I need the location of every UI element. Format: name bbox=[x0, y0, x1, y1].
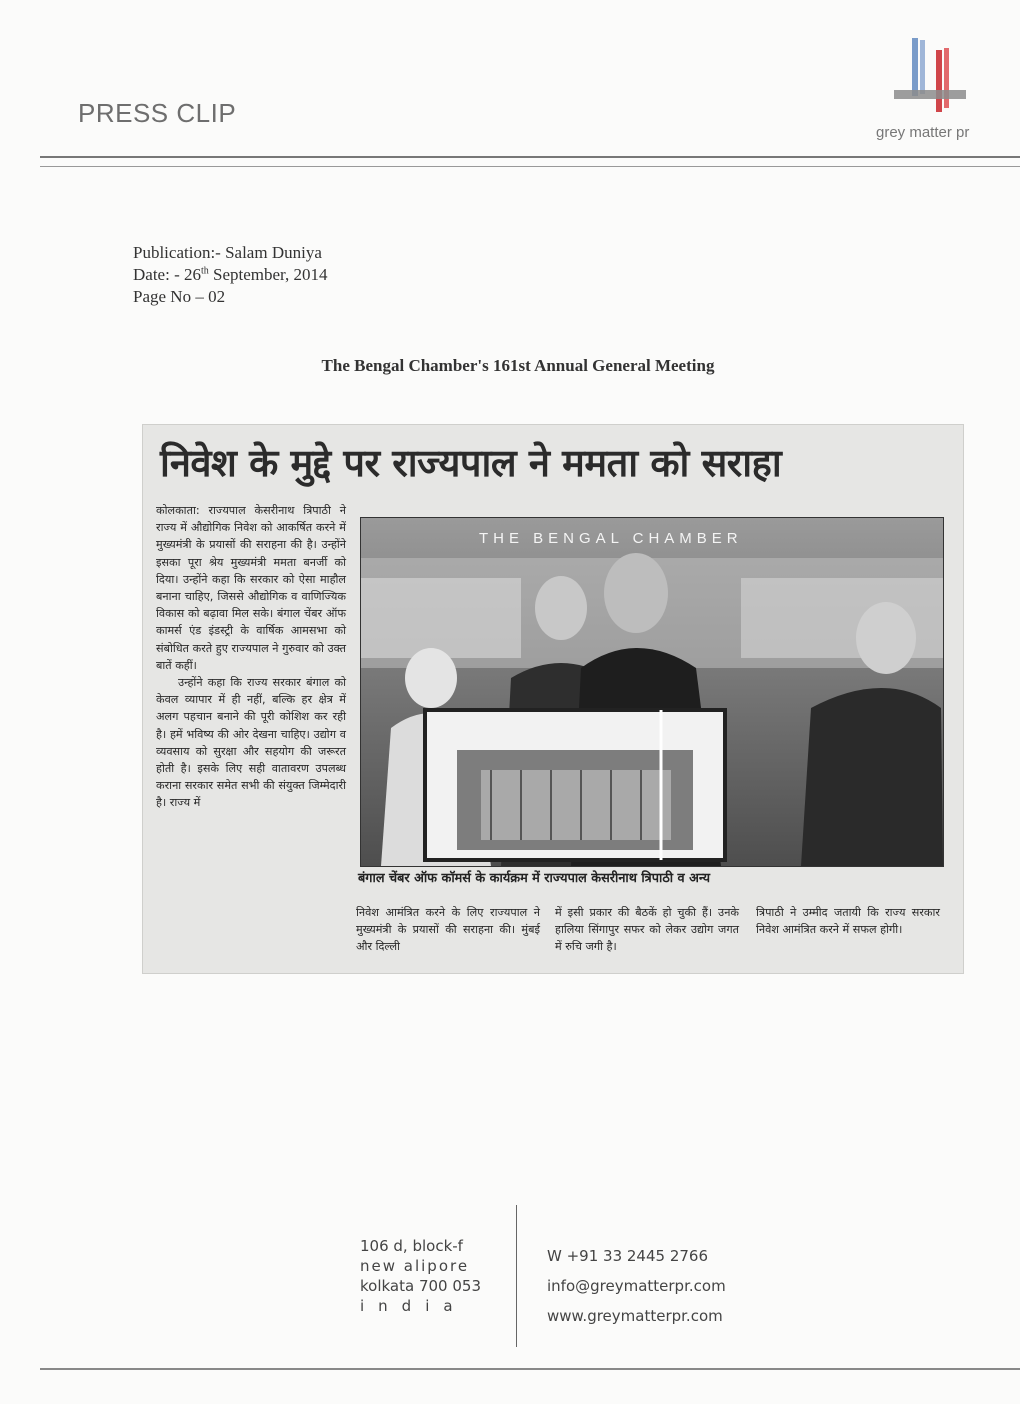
email-link[interactable]: info@greymatterpr.com bbox=[547, 1277, 726, 1295]
event-photo-image bbox=[361, 518, 943, 866]
page-number-line: Page No – 02 bbox=[133, 287, 226, 306]
address-line: india bbox=[360, 1297, 467, 1315]
press-clip-label: PRESS CLIP bbox=[78, 98, 237, 128]
address-line: new alipore bbox=[360, 1257, 470, 1275]
article-bottom-column: त्रिपाठी ने उम्मीद जतायी कि राज्य सरकार निवेश आमंत्रित करने में सफल होगी। bbox=[756, 906, 940, 936]
photo-caption: बंगाल चेंबर ऑफ कॉमर्स के कार्यक्रम में राज्यपाल केसरीनाथ त्रिपाठी व अन्य bbox=[358, 871, 711, 886]
article-paragraph: उन्होंने कहा कि राज्य सरकार बंगाल को केवल व्यापार में ही नहीं, बल्कि हर क्षेत्र में अलग पहचान बनाने की पूरी कोशिश कर रही है। हमें भविष्य की ओर देखना चाहिए। उद्योग व व्यवसाय को सुरक्षा और सहयोग की जरूरत होती है। इसके लिए सही वातावरण उपलब्ध कराना सरकार समेत सभी की संयुक्त जिम्मेदारी है। राज्य में bbox=[156, 676, 346, 810]
website-link[interactable]: www.greymatterpr.com bbox=[547, 1307, 723, 1325]
article-left-column bbox=[156, 502, 346, 812]
article-paragraph: कोलकाता: राज्यपाल केसरीनाथ त्रिपाठी ने राज्य में औद्योगिक निवेश को आकर्षित करने में मुख्यमंत्री के प्रयासों की सराहना की है। उन्होंने इसका पूरा श्रेय मुख्यमंत्री ममता बनर्जी को दिया। उन्होंने कहा कि सरकार को ऐसा माहौल बनाना चाहिए, जिससे औद्योगिक व वाणिज्यिक विकास को बढ़ावा मिल सके। बंगाल चेंबर ऑफ कामर्स एंड इंडस्ट्री के वार्षिक आमसभा को संबोधित करते हुए राज्यपाल ने गुरुवार को उक्त बातें कहीं। bbox=[156, 504, 346, 672]
footer-address bbox=[360, 1236, 481, 1316]
publication-line: Publication:- Salam Duniya bbox=[133, 243, 322, 262]
photo-banner-text: THE BENGAL CHAMBER bbox=[479, 530, 743, 547]
brand-name: grey matter pr bbox=[876, 124, 970, 141]
grey-matter-logo-icon bbox=[892, 36, 970, 116]
article-photo bbox=[360, 517, 944, 867]
article-bottom-column: निवेश आमंत्रित करने के लिए राज्यपाल ने मुख्यमंत्री के प्रयासों की सराहना की। मुंबई और दिल्ली bbox=[356, 906, 540, 953]
footer-contact bbox=[547, 1241, 726, 1331]
address-line: 106 d, block-f bbox=[360, 1237, 463, 1255]
phone-number: W +91 33 2445 2766 bbox=[547, 1247, 708, 1265]
article-headline: निवेश के मुद्दे पर राज्यपाल ने ममता को सराहा bbox=[160, 440, 782, 485]
article-bottom-column: में इसी प्रकार की बैठकें हो चुकी हैं। उनके हालिया सिंगापुर सफर को लेकर उद्योग जगत में रुचि जगी है। bbox=[555, 906, 739, 953]
footer-rule bbox=[40, 1368, 1020, 1370]
footer-divider bbox=[516, 1205, 517, 1347]
clip-title: The Bengal Chamber's 161st Annual General Meeting bbox=[321, 356, 715, 375]
address-line: kolkata 700 053 bbox=[360, 1277, 481, 1295]
date-line: Date: - 26th September, 2014 bbox=[133, 265, 328, 284]
header-rule bbox=[40, 156, 1020, 158]
header-rule-thin bbox=[40, 166, 1020, 167]
